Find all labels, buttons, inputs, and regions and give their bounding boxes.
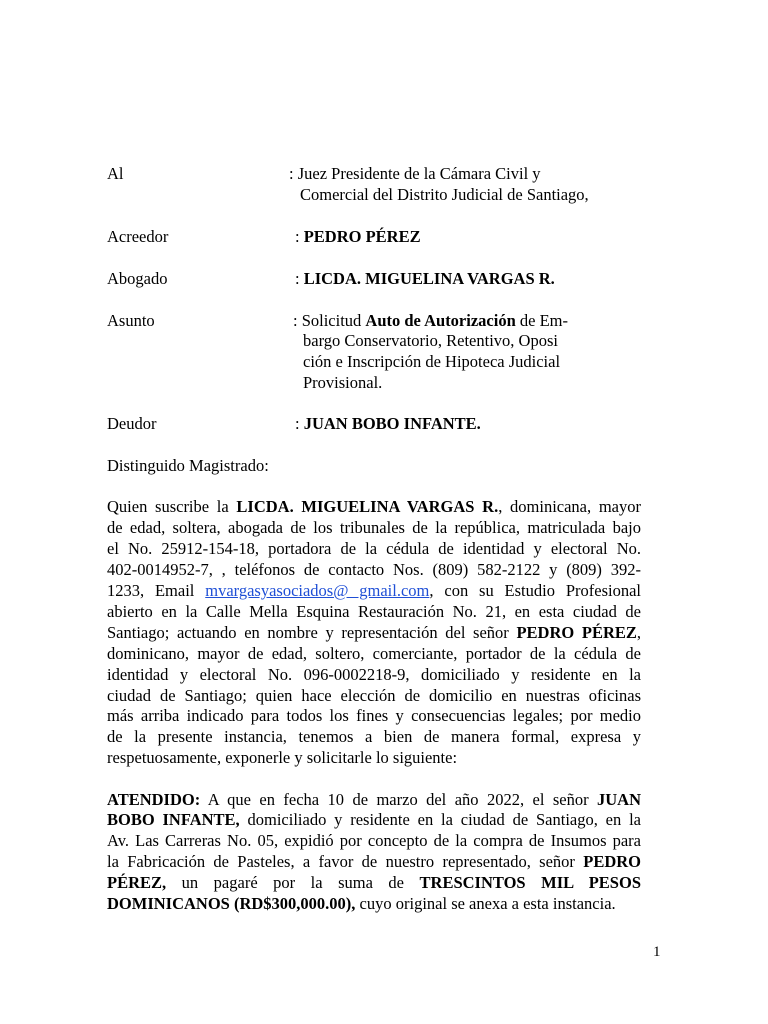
p2-l2-bold: BOBO INFANTE, [107,810,240,829]
p2-line4 [107,852,641,872]
p1-l1-pre: Quien suscribe la [107,497,237,516]
deudor-colon: : [295,414,304,433]
p1-line2: de edad, soltera, abogada de los tribunales de la república, matriculada bajo [107,518,641,537]
p1-l5-pre: 1233, Email [107,581,206,600]
p1-line7 [107,623,641,643]
p1-l7-post: , [636,623,641,642]
acreedor-colon: : [295,227,304,246]
p1-line4: 402-0014952-7, , teléfonos de contacto Nos. (809) 582-2122 y (809) 392- [107,560,641,579]
asunto-line3: ción e Inscripción de Hipoteca Judicial [303,352,561,371]
acreedor-value-row [295,227,421,247]
asunto-line1 [293,311,568,331]
p2-l5-bold2: TRESCINTOS MIL PESOS [419,873,641,892]
p1-line13: respetuosamente, exponerle y solicitarle lo siguiente: [107,748,458,767]
asunto-line1-bold: Auto de Autorización [365,311,516,330]
al-label: Al [107,164,124,183]
p1-line8: dominicano, mayor de edad, soltero, comerciante, portador de la cédula de [107,644,641,663]
p1-line5 [107,581,641,601]
p2-line5 [107,873,641,893]
al-value-line1: : Juez Presidente de la Cámara Civil y [289,164,541,183]
p1-l5-post: , con su Estudio Profesional [429,581,641,600]
asunto-line1-pre: : Solicitud [293,311,366,330]
email-link[interactable]: mvargasyasociados@ gmail.com [205,581,430,600]
deudor-value-row [295,414,481,434]
p1-line6: abierto en la Calle Mella Esquina Restauración No. 21, en esta ciudad de [107,602,641,621]
p1-line10: ciudad de Santiago; quien hace elección de domicilio en nuestras oficinas [107,686,641,705]
page-number: 1 [653,944,661,960]
asunto-line1-post: de Em- [515,311,568,330]
acreedor-label: Acreedor [107,227,169,246]
asunto-line2: bargo Conservatorio, Retentivo, Oposi [303,331,558,350]
p1-line12: de la presente instancia, tenemos a bien de manera formal, expresa y [107,727,641,746]
p1-line3: el No. 25912-154-18, portadora de la cédula de identidad y electoral No. [107,539,641,558]
p2-l1-mid: A que en fecha 10 de marzo del año 2022, el señor [200,790,597,809]
p2-l4-bold: PEDRO [583,852,641,871]
salutation: Distinguido Magistrado: [107,456,269,475]
p2-l5-mid: un pagaré por la suma de [166,873,420,892]
p2-line3: Av. Las Carreras No. 05, expidió por concepto de la compra de Insumos para [107,831,641,850]
p1-line11: más arriba indicado para todos los fines y consecuencias legales; por medio [107,706,641,725]
p1-l1-post: , dominicana, mayor [498,497,641,516]
p2-l5-bold: PÉREZ, [107,873,167,892]
p2-l6-bold: DOMINICANOS (RD$300,000.00), [107,894,356,913]
p2-line2 [107,810,641,830]
p1-line1 [107,497,641,517]
p2-l2-post: domiciliado y residente en la ciudad de Santiago, en la [239,810,641,829]
abogado-value-row [295,269,555,289]
p1-l1-bold: LICDA. MIGUELINA VARGAS R. [236,497,499,516]
p2-l4-pre: la Fabricación de Pasteles, a favor de nuestro representado, señor [107,852,584,871]
acreedor-value: PEDRO PÉREZ [303,227,421,246]
p1-l7-bold: PEDRO PÉREZ [516,623,637,642]
p2-l1-bold: ATENDIDO: [107,790,201,809]
asunto-line4: Provisional. [303,373,383,392]
deudor-value: JUAN BOBO INFANTE. [303,414,481,433]
asunto-label: Asunto [107,311,155,330]
p2-line6 [107,894,641,914]
p1-l7-pre: Santiago; actuando en nombre y representación del señor [107,623,517,642]
abogado-colon: : [295,269,304,288]
p2-line1 [107,790,641,810]
al-value-line2: Comercial del Distrito Judicial de Santiago, [300,185,589,204]
abogado-value: LICDA. MIGUELINA VARGAS R. [303,269,555,288]
p1-line9: identidad y electoral No. 096-0002218-9, domiciliado y residente en la [107,665,641,684]
p2-l6-post: cuyo original se anexa a esta instancia. [355,894,616,913]
deudor-label: Deudor [107,414,157,433]
p2-l1-bold2: JUAN [597,790,641,809]
abogado-label: Abogado [107,269,168,288]
